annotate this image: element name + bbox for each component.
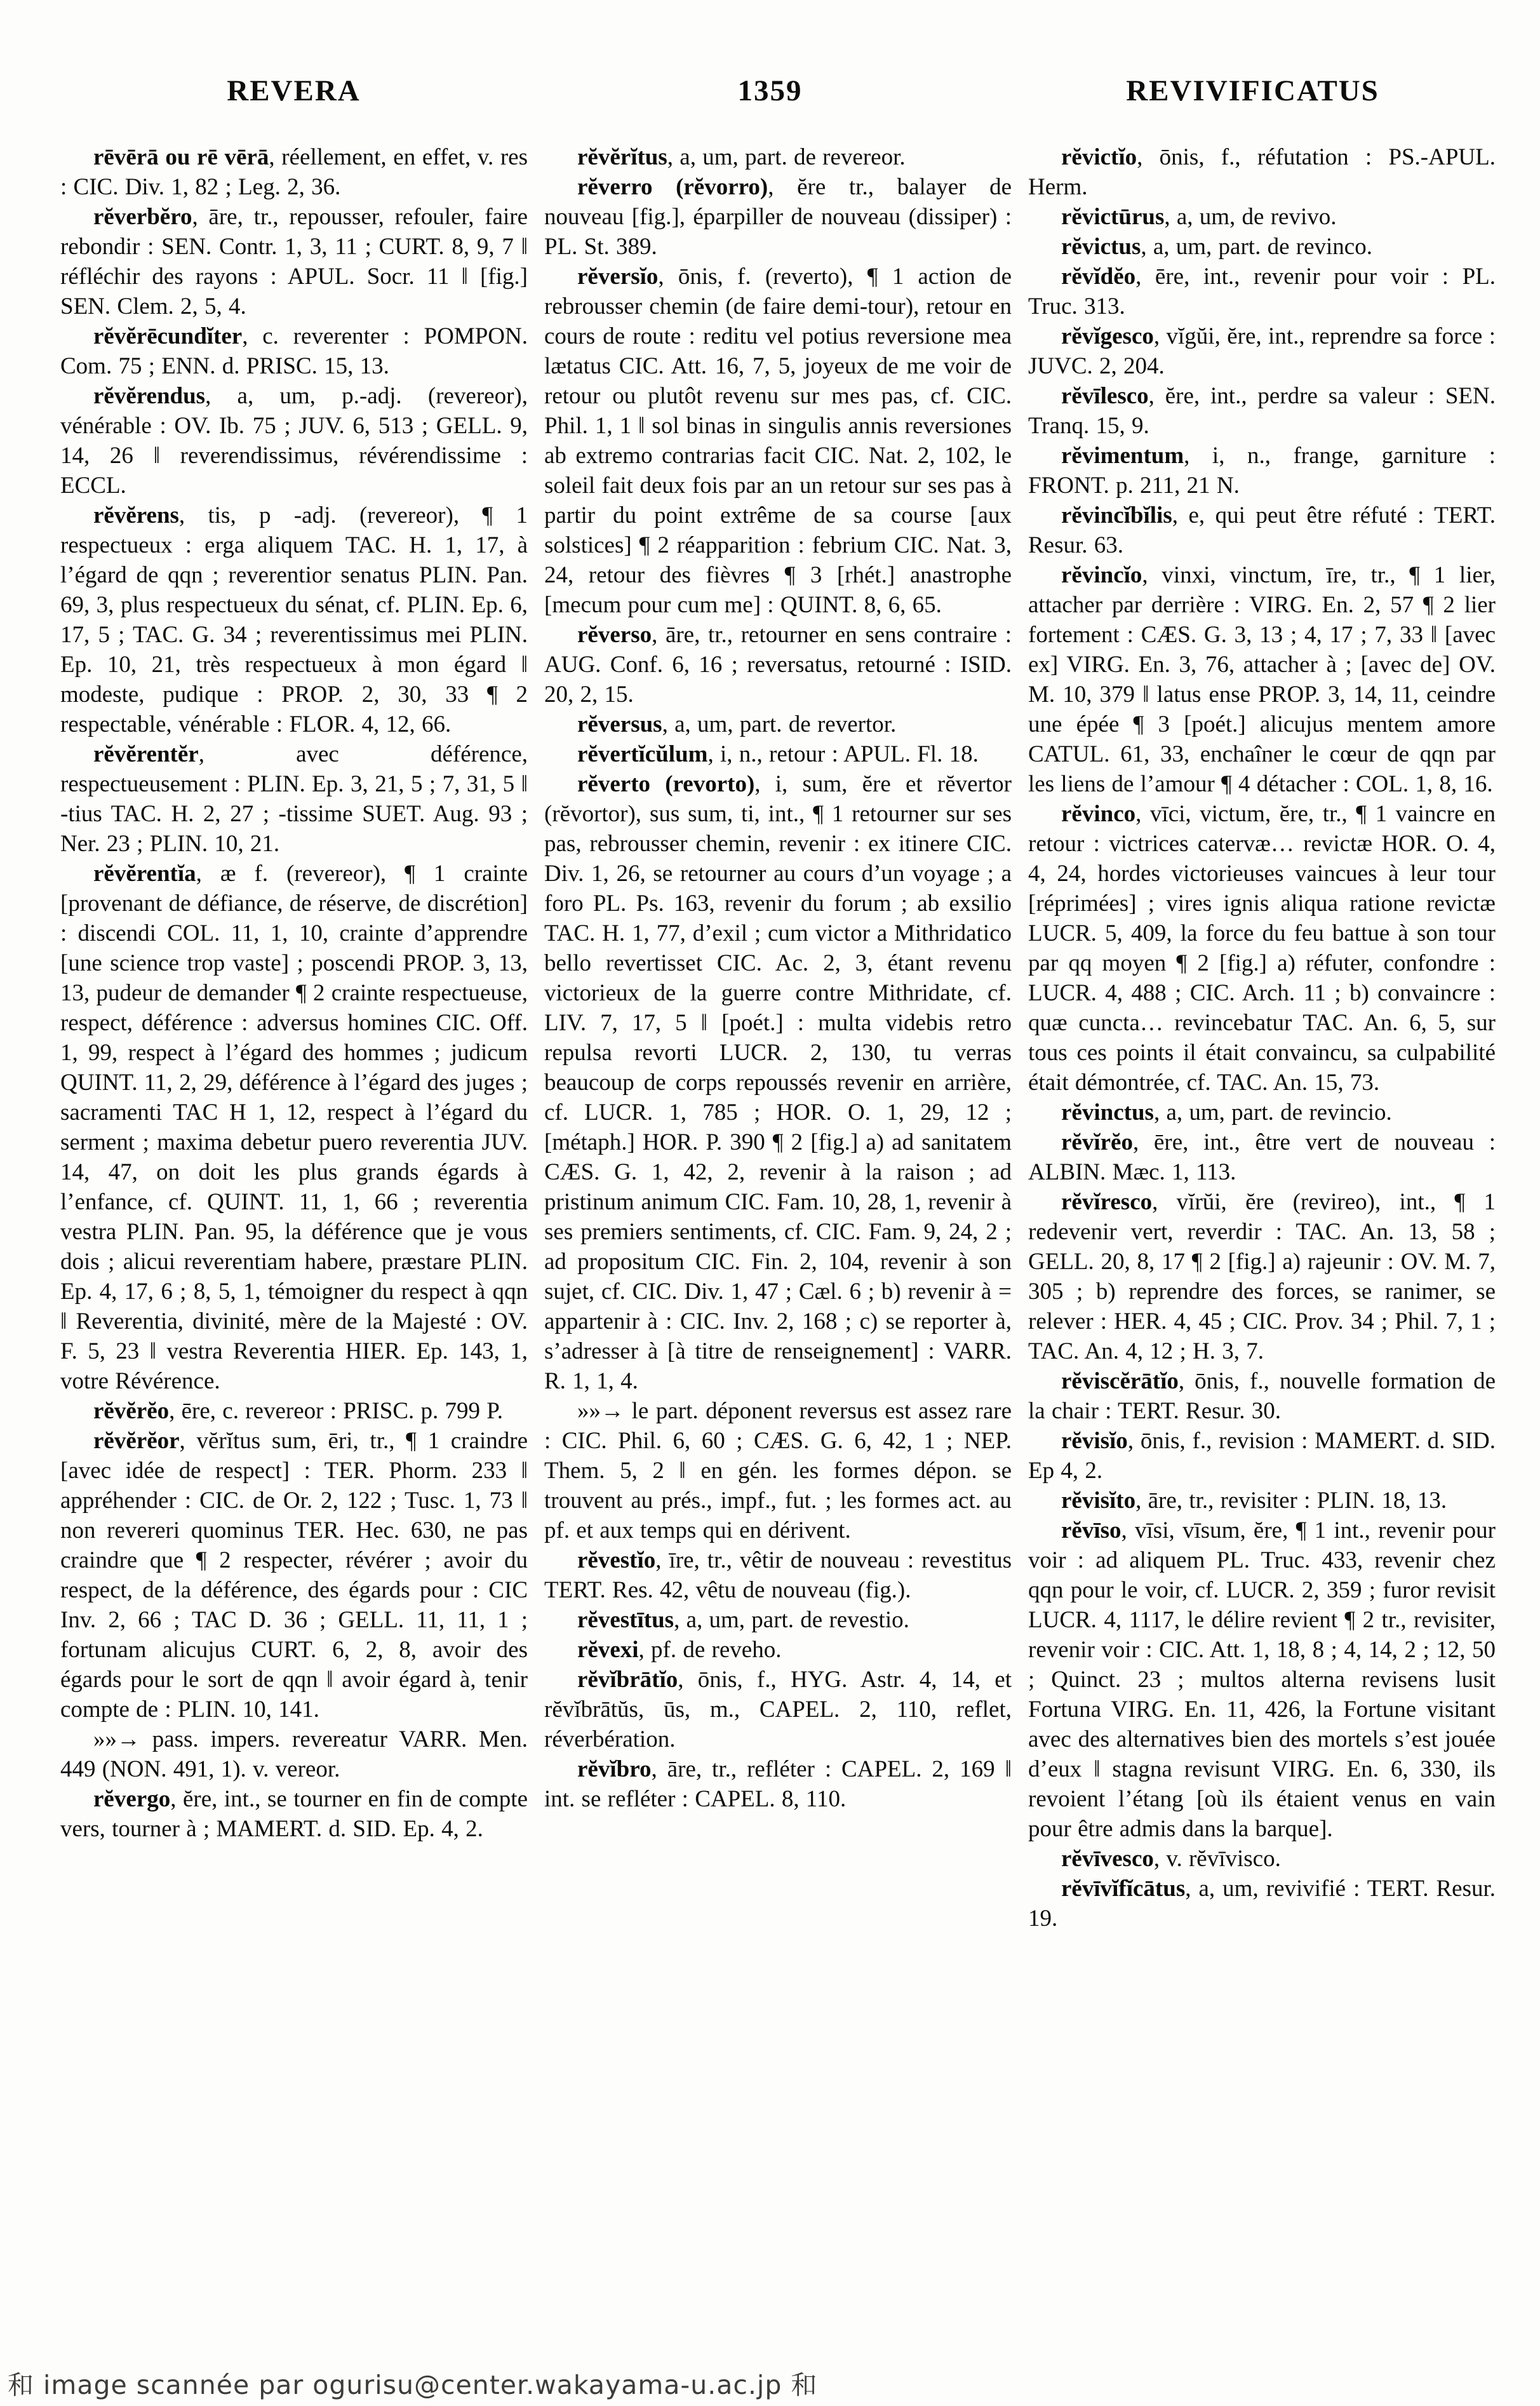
entry-headword: rĕvertĭcŭlum: [577, 741, 708, 767]
dictionary-entry: [544, 1545, 1012, 1605]
entry-body: , āre, tr., repousser, refouler, faire rebondir : SEN. Contr. 1, 3, 11 ; CURT. 8, 9, 7 ‖ réfléchir des rayons : APUL. Socr. 11 ‖ [fig.] SEN. Clem. 2, 5, 4.: [60, 204, 528, 319]
entry-headword: rĕverbĕro: [93, 204, 192, 230]
entry-body: , a, um, revivifié : TERT. Resur. 19.: [1028, 1876, 1496, 1932]
dictionary-entry: [1028, 1874, 1496, 1933]
entry-body: , vĭgŭi, ĕre, int., reprendre sa force : JUVC. 2, 204.: [1028, 323, 1496, 379]
entry-headword: rĕvisĭo: [1061, 1428, 1128, 1454]
entry-headword: rĕverro (rĕvorro): [577, 174, 768, 200]
dictionary-entry: [1028, 381, 1496, 441]
entry-body: , ĕre tr., balayer de nouveau [fig.], éparpiller de nouveau (dissiper) : PL. St. 389.: [544, 174, 1012, 260]
entry-headword: rĕverto (revorto): [577, 771, 755, 797]
entry-headword: rĕvĭdĕo: [1061, 264, 1136, 290]
dictionary-entry: [544, 1605, 1012, 1635]
entry-note: [60, 1724, 528, 1784]
entry-body: , æ f. (revereor), ¶ 1 crainte [provenant de défiance, de réserve, de discrétion] : discendi COL. 11, 1, 10, crainte d’apprendre [une science trop vaste] ; poscendi PROP. 3, 13, 13, pudeur de demander ¶ 2 crainte respectueuse, respect, déférence : adversus homines CIC. Off. 1, 99, respect à l’égard des hommes ; judicum QUINT. 11, 2, 29, déférence à l’égard des juges ; sacramenti TAC H 1, 12, respect à l’égard du serment ; maxima debetur puero reverentia JUV. 14, 47, on doit les plus grands égards à l’enfance, cf. QUINT. 11, 1, 66 ; reverentia vestra PLIN. Pan. 95, la déférence que je vous dois ; alicui reverentiam habere, præstare PLIN. Ep. 4, 17, 6 ; 8, 5, 1, témoigner du respect à qqn ‖ Reverentia, divinité, mère de la Majesté : OV. F. 5, 23 ‖ vestra Reverentia HIER. Ep. 143, 1, votre Révérence.: [60, 861, 528, 1394]
dictionary-entry: [544, 172, 1012, 262]
page-header: [0, 74, 1540, 119]
entry-headword: rĕvictĭo: [1061, 144, 1137, 170]
entry-headword: rēvērā ou rē vērā: [93, 144, 269, 170]
dictionary-entry: [1028, 142, 1496, 202]
entry-body: , i, sum, ĕre et rĕvertor (rĕvortor), sus sum, ti, int., ¶ 1 retourner sur ses pas, rebrousser chemin, revenir : ex itinere CIC. Div. 1, 26, se retourner au cours d’un voyage ; a foro PL. Ps. 163, revenir du forum ; ab exsilio TAC. H. 1, 77, d’exil ; cum victor a Mithridatico bello revertisset CIC. Ac. 2, 3, étant revenu victorieux de la guerre contre Mithridate, cf. LIV. 7, 17, 5 ‖ [poét.] : multa videbis retro repulsa revorti LUCR. 2, 130, tu verras beaucoup de corps repoussés revenir en arrière, cf. LUCR. 1, 785 ; HOR. O. 1, 29, 12 ; [métaph.] HOR. P. 390 ¶ 2 [fig.] a) ad sanitatem CÆS. G. 1, 42, 2, revenir à la raison ; ad pristinum animum CIC. Fam. 10, 28, 1, revenir à ses premiers sentiments, cf. CIC. Fam. 9, 24, 2 ; ad propositum CIC. Fin. 2, 104, revenir à son sujet, cf. CIC. Div. 1, 47 ; Cæl. 6 ; b) revenir à = appartenir à : CIC. Inv. 2, 168 ; c) se reporter à, s’adresser à [à titre de renseignement] : VARR. R. 1, 1, 4.: [544, 771, 1012, 1394]
page-number: 1359: [737, 74, 803, 107]
dictionary-entry: [544, 709, 1012, 739]
entry-headword: rĕvĕrĭtus: [577, 144, 667, 170]
entry-headword: rĕvĕrendus: [93, 383, 206, 409]
dictionary-entry: [60, 859, 528, 1396]
entry-body: , e, qui peut être réfuté : TERT. Resur. 63.: [1028, 502, 1496, 558]
entry-body: , a, um, de revivo.: [1164, 204, 1337, 230]
entry-headword: rĕvĕrens: [93, 502, 179, 528]
dictionary-entry: [544, 1635, 1012, 1665]
entry-body: , ōnis, f., réfutation : PS.-APUL. Herm.: [1028, 144, 1496, 200]
entry-headword: rĕvincĭbĭlis: [1061, 502, 1172, 528]
entry-headword: rĕvīvesco: [1061, 1846, 1154, 1872]
dictionary-entry: [1028, 1098, 1496, 1127]
entry-headword: rĕvergo: [93, 1786, 171, 1812]
entry-headword: rĕvīlesco: [1061, 383, 1149, 409]
entry-body: , āre, tr., revisiter : PLIN. 18, 13.: [1135, 1488, 1447, 1514]
entry-body: »»→ le part. déponent reversus est assez rare : CIC. Phil. 6, 60 ; CÆS. G. 6, 42, 1 ; NEP. Them. 5, 2 ‖ en gén. les formes dépon. se trouvent au prés., impf., fut. ; les formes act. au pf. et aux temps qui en dérivent.: [544, 1398, 1012, 1543]
entry-body: , ēre, c. revereor : PRISC. p. 799 P.: [169, 1398, 504, 1424]
entry-headword: rĕvĕrĕo: [93, 1398, 170, 1424]
entry-headword: rĕvīso: [1061, 1517, 1122, 1543]
entry-body: »»→ pass. impers. revereatur VARR. Men. 449 (NON. 491, 1). v. vereor.: [60, 1726, 528, 1782]
column-2: [544, 142, 1012, 1933]
entry-body: , ēre, int., revenir pour voir : PL. Truc. 313.: [1028, 264, 1496, 319]
entry-headword: rĕvestĭo: [577, 1547, 656, 1573]
entry-body: , pf. de reveho.: [638, 1637, 782, 1663]
dictionary-entry: [544, 262, 1012, 620]
dictionary-entry: [60, 739, 528, 859]
entry-body: , a, um, part. de revereor.: [667, 144, 906, 170]
entry-body: , āre, tr., retourner en sens contraire : AUG. Conf. 6, 16 ; reversatus, retourné : ISID. 20, 2, 15.: [544, 622, 1012, 708]
entry-headword: rĕvincĭo: [1061, 562, 1142, 588]
entry-headword: rĕvĕrēcundĭter: [93, 323, 243, 349]
dictionary-entry: [60, 501, 528, 739]
dictionary-entry: [1028, 1187, 1496, 1366]
entry-body: , ōnis, f., revision : MAMERT. d. SID. Ep 4, 2.: [1028, 1428, 1496, 1484]
entry-headword: rĕvĭbro: [577, 1756, 652, 1782]
dictionary-entry: [544, 142, 1012, 172]
entry-headword: rĕvĭgesco: [1061, 323, 1154, 349]
entry-body: , vīci, victum, ĕre, tr., ¶ 1 vaincre en retour : victrices catervæ… revictæ HOR. O. 4, 4, 24, hordes victorieuses vaincues à leur tour [réprimées] ; vires ignis aliqua ratione revictæ LUCR. 5, 409, la force du feu battue à son tour par qq moyen ¶ 2 [fig.] a) réfuter, confondre : LUCR. 4, 488 ; CIC. Arch. 11 ; b) convaincre : quæ cuncta… revincebatur TAC. An. 6, 5, sur tous ces points il était convaincu, sa culpabilité était démontrée, cf. TAC. An. 15, 73.: [1028, 801, 1496, 1096]
dictionary-entry: [1028, 232, 1496, 262]
entry-headword: rĕvictūrus: [1061, 204, 1165, 230]
entry-headword: rĕvinco: [1061, 801, 1136, 827]
entry-body: , vĕrĭtus sum, ēri, tr., ¶ 1 craindre [avec idée de respect] : TER. Phorm. 233 ‖ appréhender : CIC. de Or. 2, 122 ; Tusc. 1, 73 ‖ non revereri quominus TER. Hec. 630, ne pas craindre que ¶ 2 respecter, révérer ; avoir du respect, de la déférence, des égards pour : CIC Inv. 2, 66 ; TAC D. 36 ; GELL. 11, 11, 1 ; fortunam alicujus CURT. 6, 2, 8, avoir des égards pour le sort de qqn ‖ avoir égard à, tenir compte de : PLIN. 10, 141.: [60, 1428, 528, 1723]
dictionary-entry: [544, 1665, 1012, 1754]
dictionary-entry: [544, 620, 1012, 709]
dictionary-entry: [1028, 1426, 1496, 1486]
dictionary-entry: [60, 1396, 528, 1426]
entry-body: , a, um, p.-adj. (revereor), vénérable : OV. Ib. 75 ; JUV. 6, 513 ; GELL. 9, 14, 26 ‖ reverendissimus, révérendissime : ECCL.: [60, 383, 528, 499]
entry-headword: rĕversus: [577, 711, 662, 737]
dictionary-entry: [60, 202, 528, 321]
entry-body: , tis, p -adj. (revereor), ¶ 1 respectueux : erga aliquem TAC. H. 1, 17, à l’égard de qqn ; reverentior senatus PLIN. Pan. 69, 3, plus respectueux du sénat, cf. PLIN. Ep. 6, 17, 5 ; TAC. G. 34 ; reverentissimus mei PLIN. Ep. 10, 21, très respectueux à mon égard ‖ modeste, pudique : PROP. 2, 30, 33 ¶ 2 respectable, vénérable : FLOR. 4, 12, 66.: [60, 502, 528, 737]
entry-headword: rĕvĭbrātĭo: [577, 1667, 678, 1693]
entry-headword: rĕversĭo: [577, 264, 659, 290]
dictionary-entry: [1028, 1127, 1496, 1187]
dictionary-entry: [60, 1784, 528, 1844]
dictionary-entry: [1028, 560, 1496, 799]
entry-body: , ōnis, f. (reverto), ¶ 1 action de rebrousser chemin (de faire demi-tour), retour en cours de route : reditu vel potius reversione mea lætatus CIC. Att. 16, 7, 5, joyeux de me voir de retour ou plutôt revenu sur mes pas, cf. CIC. Phil. 1, 1 ‖ sol binas in singulis annis reversiones ab extremo contrarias facit CIC. Nat. 2, 102, le soleil fait deux fois par an un retour sur ses pas à partir du point extrême de sa course [aux solstices] ¶ 2 réapparition : febrium CIC. Nat. 3, 24, retour des fièvres ¶ 3 [rhét.] anastrophe [mecum pour cum me] : QUINT. 8, 6, 65.: [544, 264, 1012, 618]
entry-headword: rĕvictus: [1061, 234, 1141, 260]
entry-headword: rĕviscĕrātĭo: [1061, 1368, 1179, 1394]
entry-body: , ōnis, f., nouvelle formation de la chair : TERT. Resur. 30.: [1028, 1368, 1496, 1424]
entry-note: [544, 1396, 1012, 1545]
entry-body: , c. reverenter : POMPON. Com. 75 ; ENN. d. PRISC. 15, 13.: [60, 323, 528, 379]
entry-body: , īre, tr., vêtir de nouveau : revestitus TERT. Res. 42, vêtu de nouveau (fig.).: [544, 1547, 1012, 1603]
entry-headword: rĕvisĭto: [1061, 1488, 1136, 1514]
dictionary-entry: [1028, 441, 1496, 501]
entry-headword: rĕvĕrentĭa: [93, 861, 196, 887]
column-1: [60, 142, 528, 1933]
dictionary-entry: [60, 321, 528, 381]
dictionary-entry: [1028, 799, 1496, 1098]
entry-headword: rĕvĭrĕo: [1061, 1129, 1133, 1155]
scan-credit: 和 image scannée par ogurisu@center.wakayama-u.ac.jp 和: [8, 2370, 818, 2400]
entry-headword: rĕvinctus: [1061, 1099, 1154, 1126]
running-head-right: REVIVIFICATUS: [1126, 74, 1379, 107]
dictionary-entry: [544, 769, 1012, 1396]
entry-headword: rĕvimentum: [1061, 443, 1184, 469]
entry-body: , ĕre, int., perdre sa valeur : SEN. Tranq. 15, 9.: [1028, 383, 1496, 439]
dictionary-entry: [60, 1426, 528, 1724]
entry-body: , a, um, part. de revestio.: [674, 1607, 909, 1633]
entry-body: , réellement, en effet, v. res : CIC. Div. 1, 82 ; Leg. 2, 36.: [60, 144, 528, 200]
dictionary-entry: [544, 739, 1012, 769]
dictionary-entry: [1028, 1486, 1496, 1516]
entry-body: , vĭrŭi, ĕre (revireo), int., ¶ 1 redevenir vert, reverdir : TAC. An. 13, 58 ; GELL. 20, 8, 17 ¶ 2 [fig.] a) rajeunir : OV. M. 7, 305 ; b) reprendre des forces, se ranimer, se relever : HER. 4, 45 ; CIC. Prov. 34 ; Phil. 7, 1 ; TAC. An. 4, 12 ; H. 3, 7.: [1028, 1189, 1496, 1364]
dictionary-entry: [544, 1754, 1012, 1814]
column-3: [1028, 142, 1496, 1933]
text-columns: [60, 142, 1496, 1933]
dictionary-entry: [1028, 321, 1496, 381]
entry-headword: rĕvĕrĕor: [93, 1428, 180, 1454]
dictionary-entry: [1028, 1844, 1496, 1874]
entry-body: , vīsi, vīsum, ĕre, ¶ 1 int., revenir pour voir : ad aliquem PL. Truc. 433, revenir chez qqn pour le voir, cf. LUCR. 2, 359 ; furor revisit LUCR. 4, 1117, le délire revient ¶ 2 tr., revisiter, revenir voir : CIC. Att. 1, 18, 8 ; 4, 14, 2 ; 12, 50 ; Quinct. 23 ; multos alterna revisens lusit Fortuna VIRG. En. 11, 426, la Fortune visitant avec des alternatives bien des mortels s’est jouée d’eux ‖ stagna revisunt VIRG. En. 6, 330, ils revoient l’étang [où ils étaient venus en vain pour être admis dans la barque].: [1028, 1517, 1496, 1842]
running-head-left: REVERA: [227, 74, 361, 107]
entry-headword: rĕvestītus: [577, 1607, 674, 1633]
entry-body: , i, n., retour : APUL. Fl. 18.: [707, 741, 979, 767]
dictionary-entry: [1028, 1516, 1496, 1844]
entry-body: , v. rĕvīvisco.: [1153, 1846, 1281, 1872]
entry-headword: rĕvĕrentĕr: [93, 741, 199, 767]
entry-body: , ĕre, int., se tourner en fin de compte vers, tourner à ; MAMERT. d. SID. Ep. 4, 2.: [60, 1786, 528, 1842]
entry-body: , a, um, part. de revinco.: [1141, 234, 1372, 260]
dictionary-entry: [1028, 501, 1496, 560]
dictionary-entry: [1028, 202, 1496, 232]
entry-body: , i, n., frange, garniture : FRONT. p. 211, 21 N.: [1028, 443, 1496, 499]
entry-body: , a, um, part. de revincio.: [1153, 1099, 1392, 1126]
entry-body: , vinxi, vinctum, īre, tr., ¶ 1 lier, attacher par derrière : VIRG. En. 2, 57 ¶ 2 lier fortement : CÆS. G. 3, 13 ; 4, 17 ; 7, 33 ‖ [avec ex] VIRG. En. 3, 76, attacher à ; [avec de] OV. M. 10, 379 ‖ latus ense PROP. 3, 14, 11, ceindre une épée ¶ 3 [poét.] alicujus mentem amore CATUL. 61, 33, enchaîner le cœur de qqn par les liens de l’amour ¶ 4 détacher : COL. 1, 8, 16.: [1028, 562, 1496, 797]
entry-body: , avec déférence, respectueusement : PLIN. Ep. 3, 21, 5 ; 7, 31, 5 ‖ -tius TAC. H. 2, 27 ; -tissime SUET. Aug. 93 ; Ner. 23 ; PLIN. 10, 21.: [60, 741, 528, 857]
entry-headword: rĕvexi: [577, 1637, 639, 1663]
dictionary-entry: [1028, 262, 1496, 321]
dictionary-entry: [60, 142, 528, 202]
entry-headword: rĕvĭresco: [1061, 1189, 1153, 1215]
entry-body: , ōnis, f., HYG. Astr. 4, 14, et rĕvĭbrātŭs, ūs, m., CAPEL. 2, 110, reflet, réverbération.: [544, 1667, 1012, 1752]
entry-body: , āre, tr., refléter : CAPEL. 2, 169 ‖ int. se refléter : CAPEL. 8, 110.: [544, 1756, 1012, 1812]
entry-body: , ēre, int., être vert de nouveau : ALBIN. Mæc. 1, 113.: [1028, 1129, 1496, 1185]
entry-headword: rĕverso: [577, 622, 652, 648]
dictionary-entry: [60, 381, 528, 501]
dictionary-entry: [1028, 1366, 1496, 1426]
entry-headword: rĕvīvĭfĭcātus: [1061, 1876, 1186, 1902]
entry-body: , a, um, part. de revertor.: [662, 711, 897, 737]
